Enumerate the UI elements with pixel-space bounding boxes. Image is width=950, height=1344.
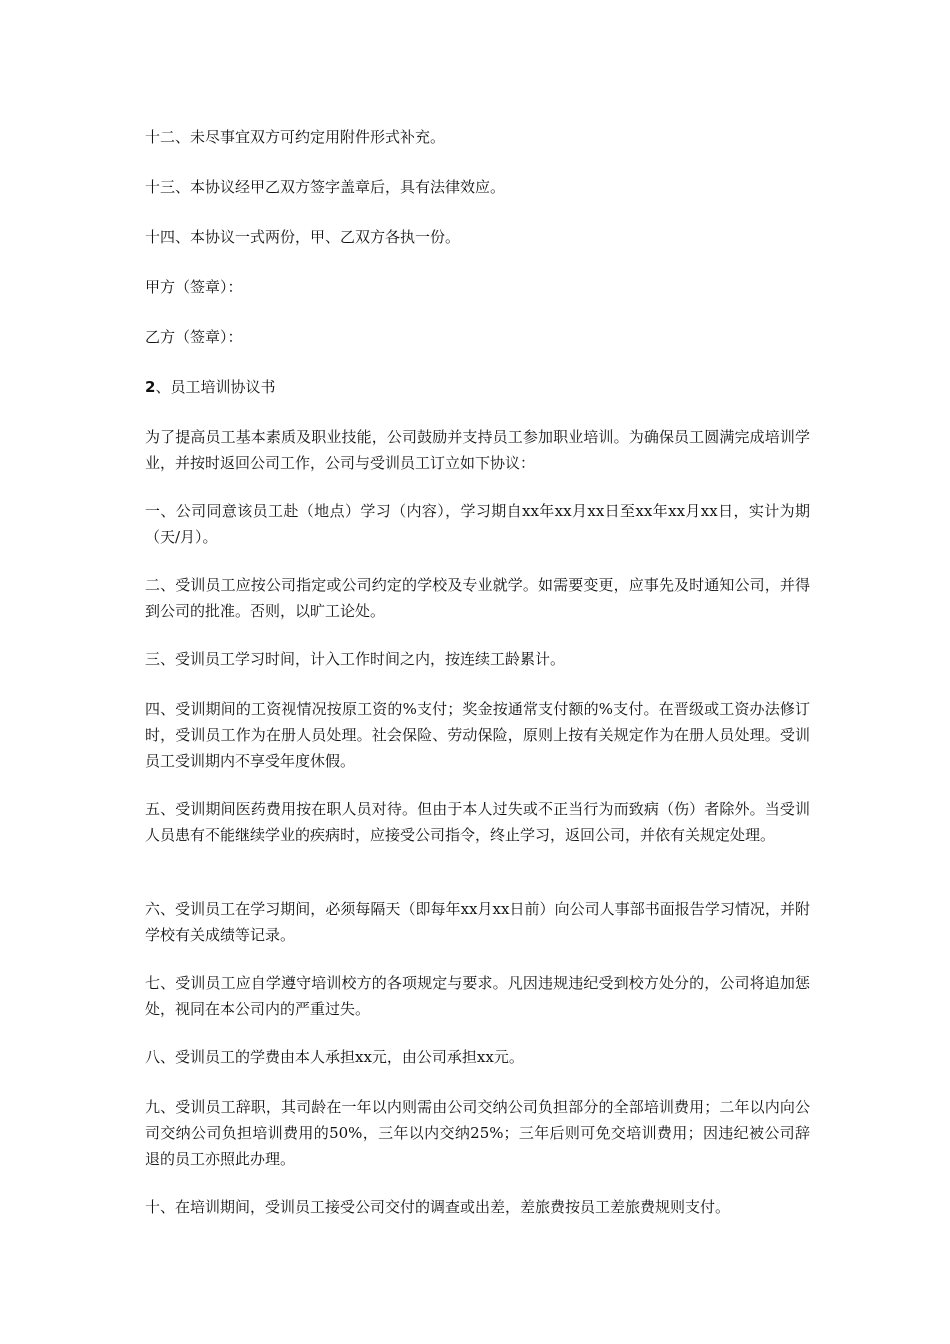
clause-2: 二、受训员工应按公司指定或公司约定的学校及专业就学。如需要变更，应事先及时通知公司，并得到公司的批准。否则，以旷工论处。 (145, 576, 810, 620)
intro-paragraph: 为了提高员工基本素质及职业技能，公司鼓励并支持员工参加职业培训。为确保员工圆满完成培训学业，并按时返回公司工作，公司与受训员工订立如下协议： (145, 428, 810, 472)
clause-4: 四、受训期间的工资视情况按原工资的%支付；奖金按通常支付额的%支付。在晋级或工资办法修订时，受训员工作为在册人员处理。社会保险、劳动保险，原则上按有关规定作为在册人员处理。受训员工受训期内不享受年度休假。 (145, 700, 810, 770)
clause-7: 七、受训员工应自学遵守培训校方的各项规定与要求。凡因违规违纪受到校方处分的，公司将追加惩处，视同在本公司内的严重过失。 (145, 974, 810, 1018)
clause-3: 三、受训员工学习时间，计入工作时间之内，按连续工龄累计。 (145, 650, 566, 668)
party-a-signature: 甲方（签章）： (145, 278, 243, 296)
section-title: 、员工培训协议书 (155, 378, 276, 396)
clause-8: 八、受训员工的学费由本人承担xx元，由公司承担xx元。 (145, 1048, 524, 1066)
clause-13: 十三、本协议经甲乙双方签字盖章后，具有法律效应。 (145, 178, 506, 196)
clause-14: 十四、本协议一式两份，甲、乙双方各执一份。 (145, 228, 461, 246)
clause-12: 十二、未尽事宜双方可约定用附件形式补充。 (145, 128, 446, 146)
section-heading (145, 374, 810, 400)
party-b-signature: 乙方（签章）： (145, 328, 243, 346)
clause-5: 五、受训期间医药费用按在职人员对待。但由于本人过失或不正当行为而致病（伤）者除外。当受训人员患有不能继续学业的疾病时，应接受公司指令，终止学习，返回公司，并依有关规定处理。 (145, 800, 810, 844)
clause-9: 九、受训员工辞职，其司龄在一年以内则需由公司交纳公司负担部分的全部培训费用；二年以内向公司交纳公司负担培训费用的50%，三年以内交纳25%；三年后则可免交培训费用；因违纪被公司辞退的员工亦照此办理。 (145, 1098, 810, 1168)
clause-1: 一、公司同意该员工赴（地点）学习（内容），学习期自xx年xx月xx日至xx年xx月xx日，实计为期（天/月）。 (145, 502, 810, 546)
clause-10: 十、在培训期间，受训员工接受公司交付的调查或出差，差旅费按员工差旅费规则支付。 (145, 1198, 731, 1216)
clause-6: 六、受训员工在学习期间，必须每隔天（即每年xx月xx日前）向公司人事部书面报告学习情况，并附学校有关成绩等记录。 (145, 900, 810, 944)
section-number: 2 (145, 378, 156, 396)
